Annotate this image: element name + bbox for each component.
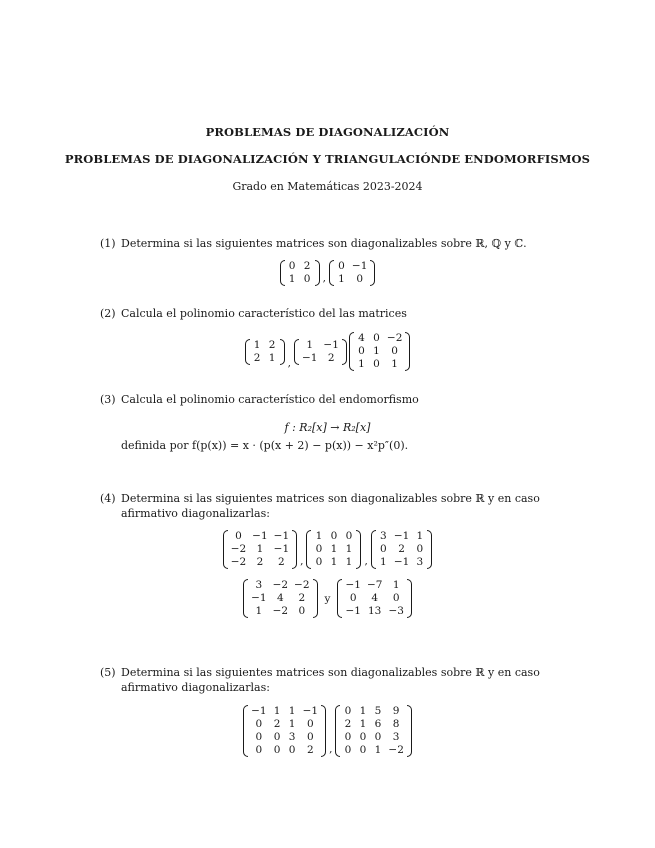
- matrix-entry: 0: [359, 744, 367, 756]
- matrix-entry: 0: [306, 731, 314, 743]
- matrix-entry: 0: [374, 731, 382, 743]
- right-bracket: [427, 530, 432, 569]
- problem-text: Determina si las siguientes matrices son diagonalizables sobre ℝ, ℚ y ℂ.: [121, 237, 527, 250]
- matrix-entry: 1: [330, 556, 338, 568]
- matrix-entry: −1: [345, 579, 361, 591]
- matrix-row: [342, 579, 406, 592]
- matrix-entry: 1: [392, 579, 400, 591]
- problem-number: (1): [100, 237, 116, 250]
- matrix-row: [342, 592, 406, 605]
- matrix: [280, 260, 320, 286]
- matrix-entry: 0: [288, 260, 296, 272]
- problem-text: Calcula el polinomio característico del endomorfismo: [121, 393, 419, 406]
- matrix-entry: 0: [344, 731, 352, 743]
- matrix-entry: −3: [388, 605, 404, 617]
- matrix-entry: 2: [303, 260, 311, 272]
- matrix-entry: 4: [371, 592, 379, 604]
- matrix-entry: −2: [230, 543, 247, 555]
- matrix-entry: −1: [393, 530, 410, 542]
- matrix-entry: 0: [379, 543, 387, 555]
- matrix-entry: 0: [358, 345, 365, 357]
- right-bracket: [313, 579, 318, 618]
- problem-text: Determina si las siguientes matrices son diagonalizables sobre ℝ y en caso afirmativo diagonalizarlas:: [121, 666, 540, 694]
- right-bracket: [315, 260, 320, 286]
- matrix-entry: 1: [268, 351, 276, 364]
- matrix-entries: [250, 339, 280, 365]
- matrix-row: [354, 358, 405, 371]
- matrix-entry: 0: [306, 718, 314, 730]
- problem-number: (5): [100, 666, 116, 679]
- matrix-row: [354, 345, 405, 358]
- matrix-entry: 0: [303, 273, 311, 285]
- matrix-entry: 0: [344, 705, 352, 717]
- matrix-row: [376, 530, 427, 543]
- matrix-entry: −1: [251, 592, 267, 604]
- matrix-entry: 1: [345, 543, 353, 555]
- matrix-entry: 3: [379, 530, 387, 542]
- right-bracket: [407, 705, 412, 757]
- matrix-row: [250, 339, 280, 352]
- matrix-row: [311, 556, 356, 569]
- matrix-entry: 2: [306, 744, 314, 756]
- matrix-row: [248, 718, 321, 731]
- matrix-row: [342, 605, 406, 618]
- matrix-entry: 2: [278, 556, 285, 568]
- matrix-entry: −1: [323, 338, 339, 351]
- matrix-entry: 0: [273, 744, 281, 756]
- matrix-entries: [299, 339, 342, 365]
- matrix-row: [248, 705, 321, 718]
- matrix: [349, 332, 410, 371]
- matrix-row: [228, 556, 292, 569]
- problem-4-matrices-row-1: [0, 530, 655, 569]
- matrix-entry: 1: [345, 556, 353, 568]
- matrix-row: [340, 718, 406, 731]
- matrix-row: [285, 260, 315, 273]
- problem-5: [100, 665, 570, 695]
- matrix-entry: −2: [230, 556, 247, 568]
- matrix: [329, 260, 375, 286]
- matrix-entry: 0: [338, 260, 345, 272]
- matrix-entries: [354, 332, 405, 371]
- matrix-entries: [342, 579, 406, 618]
- matrix-entry: 1: [288, 705, 296, 717]
- matrix-entries: [311, 530, 356, 569]
- right-bracket: [280, 339, 285, 365]
- matrix-entries: [376, 530, 427, 569]
- matrix-entry: 1: [330, 543, 338, 555]
- matrix-row: [376, 556, 427, 569]
- matrix-entry: 2: [256, 556, 264, 568]
- matrix-entry: 5: [374, 705, 382, 717]
- matrix-row: [340, 731, 406, 744]
- matrix-entry: 2: [273, 718, 281, 730]
- matrix-entry: 0: [391, 345, 398, 357]
- matrix-entry: 0: [255, 744, 263, 756]
- matrix-entry: 0: [255, 731, 263, 743]
- matrix-entry: 0: [392, 592, 400, 604]
- matrix-row: [248, 605, 312, 618]
- matrix: [306, 530, 361, 569]
- matrix-entries: [340, 705, 406, 757]
- matrix-entries: [228, 530, 292, 569]
- matrix-entry: 3: [416, 556, 424, 568]
- matrix-entry: −1: [345, 605, 361, 617]
- matrix-entry: −1: [273, 543, 290, 555]
- problem-text: Determina si las siguientes matrices son diagonalizables sobre ℝ y en caso afirmativo diagonalizarlas:: [121, 492, 540, 520]
- problem-number: (3): [100, 393, 116, 406]
- matrix-row: [334, 260, 370, 273]
- matrix-entry: 1: [391, 358, 398, 370]
- matrix-entry: −1: [301, 351, 318, 364]
- matrix-entry: 2: [298, 592, 306, 604]
- matrix-entry: −7: [366, 579, 383, 591]
- matrix-entry: 2: [253, 351, 261, 364]
- matrix-row: [228, 543, 292, 556]
- right-bracket: [356, 530, 361, 569]
- problem-number: (4): [100, 492, 116, 505]
- matrix-entries: [334, 260, 370, 286]
- conjunction: y: [324, 592, 331, 605]
- matrix: [243, 705, 326, 757]
- matrix-entry: 1: [374, 744, 382, 756]
- matrix-entry: 13: [368, 605, 382, 617]
- problem-2: [100, 306, 570, 321]
- matrix-entry: 2: [344, 718, 352, 730]
- matrix-entry: 1: [373, 345, 380, 357]
- separator: ,: [287, 357, 291, 369]
- right-bracket: [405, 332, 410, 371]
- matrix-entry: 0: [373, 358, 380, 370]
- endomorphism-formula: f : R₂[x] → R₂[x]: [284, 421, 371, 434]
- matrix-row: [248, 731, 321, 744]
- matrix-entry: 0: [330, 530, 338, 542]
- matrix-entries: [248, 705, 321, 757]
- matrix-entry: 2: [327, 351, 335, 364]
- matrix-entries: [248, 579, 312, 618]
- matrix-row: [334, 273, 370, 286]
- problem-3: [100, 392, 570, 407]
- problem-5-matrices: [0, 705, 655, 757]
- problem-4: [100, 491, 570, 521]
- matrix: [337, 579, 411, 618]
- matrix-entry: 1: [288, 273, 296, 285]
- matrix-entry: −1: [252, 530, 268, 542]
- problem-4-matrices-row-2: [0, 579, 655, 618]
- matrix-entry: 0: [288, 744, 296, 756]
- matrix-entry: 9: [392, 705, 400, 717]
- problem-1-matrices: [0, 260, 655, 286]
- matrix-entry: 1: [379, 556, 387, 568]
- matrix: [294, 339, 347, 365]
- matrix-row: [285, 273, 315, 286]
- matrix-row: [248, 592, 312, 605]
- matrix-entry: −2: [386, 332, 403, 344]
- matrix-entry: 1: [359, 705, 367, 717]
- matrix-entry: 0: [416, 543, 424, 555]
- matrix-entry: 0: [373, 332, 380, 344]
- endomorphism-definition: definida por f(p(x)) = x · (p(x + 2) − p(x)) − x²p″(0).: [121, 439, 409, 452]
- matrix-entry: 6: [374, 718, 382, 730]
- matrix-entry: 0: [273, 731, 281, 743]
- matrix-entry: −1: [302, 705, 319, 717]
- matrix-entry: 3: [392, 731, 400, 743]
- matrix: [335, 705, 411, 757]
- matrix-entry: 1: [338, 273, 345, 285]
- matrix-entry: 1: [358, 358, 365, 370]
- matrix-entry: −1: [393, 556, 410, 568]
- matrix-entry: 1: [359, 718, 367, 730]
- right-bracket: [342, 339, 347, 365]
- matrix-entry: 0: [345, 530, 353, 542]
- matrix-entry: 1: [273, 705, 281, 717]
- matrix-entry: 1: [255, 605, 263, 617]
- matrix-entry: 1: [288, 718, 296, 730]
- matrix-entry: 0: [344, 744, 352, 756]
- matrix-entry: −1: [351, 260, 368, 272]
- matrix-entry: −1: [273, 530, 290, 542]
- matrix-entries: [285, 260, 315, 286]
- problem-number: (2): [100, 307, 116, 320]
- matrix-entry: −1: [251, 705, 267, 717]
- matrix-entry: −2: [272, 579, 289, 591]
- matrix-row: [299, 352, 342, 365]
- matrix-row: [311, 530, 356, 543]
- matrix-entry: 1: [315, 530, 323, 542]
- matrix-row: [299, 339, 342, 352]
- right-bracket: [321, 705, 326, 757]
- matrix-entry: 0: [315, 543, 323, 555]
- matrix-entry: 0: [359, 731, 367, 743]
- matrix-entry: 3: [255, 579, 263, 591]
- matrix-row: [228, 530, 292, 543]
- separator: ,: [329, 743, 333, 755]
- matrix-entry: 2: [398, 543, 405, 555]
- problem-text: Calcula el polinomio característico del las matrices: [121, 307, 407, 320]
- matrix-row: [248, 744, 321, 757]
- separator: ,: [364, 555, 368, 567]
- right-bracket: [407, 579, 412, 618]
- matrix-entry: 8: [392, 718, 400, 730]
- matrix-entry: 0: [315, 556, 323, 568]
- document-title: PROBLEMAS DE DIAGONALIZACIÓN: [205, 125, 450, 139]
- matrix-row: [376, 543, 427, 556]
- matrix-entry: 0: [356, 273, 363, 285]
- problem-2-matrices: [0, 332, 655, 371]
- problem-1: [100, 236, 570, 251]
- matrix-entry: 2: [268, 338, 276, 351]
- matrix-entry: −2: [388, 744, 404, 756]
- matrix-entry: −2: [294, 579, 310, 591]
- matrix-row: [248, 579, 312, 592]
- matrix-entry: 0: [349, 592, 357, 604]
- matrix-row: [250, 352, 280, 365]
- matrix-entry: 1: [256, 543, 264, 555]
- separator: ,: [322, 272, 326, 284]
- matrix: [371, 530, 432, 569]
- right-bracket: [292, 530, 297, 569]
- matrix-entry: 1: [253, 338, 261, 351]
- matrix-entry: 4: [276, 592, 284, 604]
- matrix-row: [340, 744, 406, 757]
- separator: ,: [300, 555, 304, 567]
- course-info: Grado en Matemáticas 2023-2024: [232, 180, 423, 193]
- matrix-entry: 0: [298, 605, 306, 617]
- matrix-entry: −2: [272, 605, 289, 617]
- matrix-entry: 3: [288, 731, 296, 743]
- matrix-row: [340, 705, 406, 718]
- right-bracket: [370, 260, 375, 286]
- matrix-entry: 4: [358, 332, 365, 344]
- matrix-row: [354, 332, 405, 345]
- matrix-entry: 1: [306, 338, 314, 351]
- matrix-row: [311, 543, 356, 556]
- matrix-entry: 0: [255, 718, 263, 730]
- matrix: [245, 339, 285, 365]
- matrix-entry: 0: [235, 530, 242, 542]
- matrix: [243, 579, 317, 618]
- matrix-entry: 1: [416, 530, 424, 542]
- matrix: [223, 530, 297, 569]
- document-subtitle-heading: PROBLEMAS DE DIAGONALIZACIÓN Y TRIANGULACIÓNDE ENDOMORFISMOS: [64, 152, 591, 166]
